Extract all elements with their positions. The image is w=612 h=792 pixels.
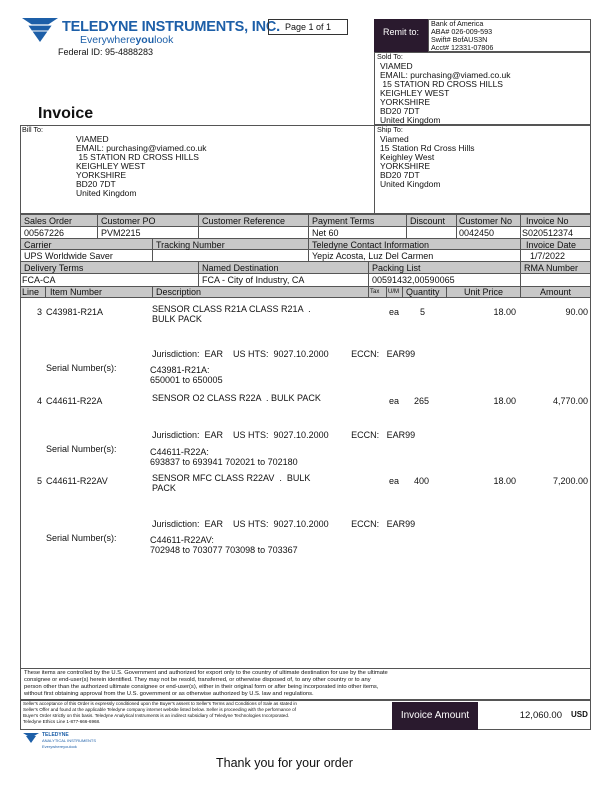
order-value-cell: PVM2215 [101, 228, 141, 238]
delivery-value-cell: FCA - City of Industry, CA [202, 275, 305, 285]
ship-to-line: BD20 7DT [380, 170, 420, 180]
delivery-header-cell: Packing List [372, 263, 421, 273]
item-description: SENSOR CLASS R21A CLASS R21A . [152, 304, 311, 314]
item-unit-price: 18.00 [493, 476, 516, 486]
order-value-cell: 0042450 [459, 228, 495, 238]
delivery-value-cell: 00591432,00590065 [372, 275, 455, 285]
serial-number-item: C44611-R22AV: [150, 535, 214, 545]
item-unit-price: 18.00 [493, 396, 516, 406]
order-header-cell: Customer PO [101, 216, 156, 226]
item-description: SENSOR O2 CLASS R22A . BULK PACK [152, 393, 321, 403]
thank-you-message: Thank you for your order [216, 756, 353, 770]
delivery-header-cell: Named Destination [202, 263, 279, 273]
line-header-cell: Line [22, 287, 40, 297]
delivery-header-cell: Delivery Terms [24, 263, 84, 273]
page-indicator [268, 19, 348, 35]
line-header-cell: Amount [540, 287, 572, 297]
line-header-cell: Description [156, 287, 202, 297]
delivery-header-cell: RMA Number [524, 263, 579, 273]
teledyne-small-logo-icon [22, 732, 40, 744]
company-name: TELEDYNE INSTRUMENTS, INC. [62, 19, 280, 35]
sold-to-line: 15 STATION RD CROSS HILLS [380, 79, 503, 89]
delivery-value-cell: FCA-CA [22, 275, 56, 285]
export-notice-line: without first obtaining approval from the U.S. government or as otherwise authorized by U.S. law and regulations. [24, 691, 314, 697]
item-description: BULK PACK [152, 314, 202, 324]
bill-to-line: 15 STATION RD CROSS HILLS [76, 152, 199, 162]
order-value-cell: Net 60 [312, 228, 339, 238]
item-description: SENSOR MFC CLASS R22AV . BULK [152, 473, 311, 483]
bill-to-line: KEIGHLEY WEST [76, 161, 146, 171]
small-logo-text: Everywhereyoulook [42, 744, 77, 749]
carrier-value-cell: 1/7/2022 [530, 251, 566, 261]
carrier-value-cell: Yepiz Acosta, Luz Del Carmen [312, 251, 434, 261]
ship-to-label: Ship To: [377, 125, 403, 134]
invoice-amount-label: Invoice Amount [400, 710, 470, 721]
sold-to-line: United Kingdom [380, 115, 441, 125]
item-export-jurisdiction: Jurisdiction: EAR US HTS: 9027.10.2000 ECCN: EAR99 [152, 430, 416, 440]
item-quantity: 5 [420, 307, 426, 317]
item-line-number: 5 [37, 476, 43, 486]
ship-to-line: 15 Station Rd Cross Hills [380, 143, 475, 153]
item-um: ea [389, 307, 400, 317]
serial-number-range: 702948 to 703077 703098 to 703367 [150, 545, 298, 555]
federal-id: Federal ID: 95-4888283 [58, 47, 154, 57]
item-quantity: 265 [414, 396, 430, 406]
item-description: PACK [152, 483, 176, 493]
bill-to-line: YORKSHIRE [76, 170, 127, 180]
ship-to-line: United Kingdom [380, 179, 441, 189]
bill-to-line: United Kingdom [76, 188, 137, 198]
remit-line: Swift# BofAUS3N [431, 35, 488, 44]
invoice-currency: USD [571, 710, 588, 719]
carrier-header-cell: Teledyne Contact Information [312, 240, 430, 250]
tagline [80, 34, 173, 46]
remit-line: Bank of America [431, 19, 484, 28]
line-header-cell: Quantity [406, 287, 440, 297]
item-amount: 90.00 [565, 307, 588, 317]
remit-line: ABA# 026-009-593 [431, 27, 493, 36]
line-header-cell: Unit Price [464, 287, 504, 297]
item-amount: 7,200.00 [552, 476, 588, 486]
export-notice-line: person other than the authorized ultimate consignee or end-user(s), either in their original form or after being incorporated into other items, [24, 684, 379, 690]
line-header-cell: Tax [370, 289, 380, 295]
item-line-number: 4 [37, 396, 43, 406]
terms-notice-line: Seller's Offer and found at the applicable Teledyne company internet website listed below. Seller is proceeding with the performance of [23, 707, 296, 712]
document-title: Invoice [38, 105, 94, 122]
order-header-cell: Sales Order [24, 216, 73, 226]
line-header-cell: U/M [388, 289, 399, 295]
carrier-header-cell: Invoice Date [526, 240, 577, 250]
carrier-header-cell: Tracking Number [156, 240, 225, 250]
small-logo-text: ANALYTICAL INSTRUMENTS [42, 738, 97, 743]
bill-to-line: BD20 7DT [76, 179, 116, 189]
bill-to-line: EMAIL: purchasing@viamed.co.uk [76, 143, 207, 153]
page-indicator-text: Page 1 of 1 [284, 22, 332, 32]
item-unit-price: 18.00 [493, 307, 516, 317]
sold-to-line: VIAMED [380, 61, 413, 71]
order-header-cell: Discount [410, 216, 446, 226]
terms-notice-line: Buyer's Order strictly on this basis. Teledyne Analytical Instruments is an indirect subsidiary of Teledyne Technologies Incorporated. [23, 713, 290, 718]
item-amount: 4,770.00 [552, 396, 588, 406]
invoice-amount-label-box [392, 702, 478, 730]
serial-number-item: C43981-R21A: [150, 365, 210, 375]
sold-to-line: YORKSHIRE [380, 97, 431, 107]
item-export-jurisdiction: Jurisdiction: EAR US HTS: 9027.10.2000 ECCN: EAR99 [152, 349, 416, 359]
terms-notice-line: Seller's acceptance of this Order is expressly conditioned upon the Buyer's assent to Seller's Terms and Conditions of Sale as stated in [23, 701, 297, 706]
item-number: C44611-R22AV [46, 476, 108, 486]
remit-label: Remit to: [382, 27, 419, 37]
sold-to-label: Sold To: [377, 52, 403, 61]
serial-number-range: 650001 to 650005 [150, 375, 223, 385]
sold-to-line: EMAIL: purchasing@viamed.co.uk [380, 70, 511, 80]
item-export-jurisdiction: Jurisdiction: EAR US HTS: 9027.10.2000 ECCN: EAR99 [152, 519, 416, 529]
sold-to-line: KEIGHLEY WEST [380, 88, 450, 98]
ship-to-line: Keighley West [380, 152, 435, 162]
serial-number-label: Serial Number(s): [46, 444, 117, 454]
teledyne-logo-icon [20, 17, 60, 43]
serial-number-label: Serial Number(s): [46, 533, 117, 543]
order-header-cell: Customer No [459, 216, 513, 226]
serial-number-range: 693837 to 693941 702021 to 702180 [150, 457, 298, 467]
tagline-part-1: Everywhere [80, 34, 136, 46]
item-um: ea [389, 396, 400, 406]
ship-to-line: YORKSHIRE [380, 161, 431, 171]
serial-number-label: Serial Number(s): [46, 363, 117, 373]
carrier-value-cell: UPS Worldwide Saver [24, 251, 113, 261]
line-header-cell: Item Number [50, 287, 103, 297]
sold-to-line: BD20 7DT [380, 106, 420, 116]
tagline-part-2: you [135, 34, 155, 46]
order-value-cell: S020512374 [522, 228, 574, 238]
carrier-header-cell: Carrier [24, 240, 52, 250]
item-line-number: 3 [37, 307, 43, 317]
export-notice-line: consignee or end-user(s) herein identified. They may not be resold, transferred, or otherwise disposed of, to any other country or to any [24, 677, 371, 683]
serial-number-item: C44611-R22A: [150, 447, 209, 457]
invoice-total-amount: 12,060.00 [519, 710, 562, 721]
order-header-cell: Customer Reference [202, 216, 286, 226]
tagline-part-3: look [154, 34, 174, 46]
item-number: C43981-R21A [46, 307, 104, 317]
item-number: C44611-R22A [46, 396, 103, 406]
remit-label-box [374, 19, 428, 52]
ship-to-line: Viamed [380, 134, 409, 144]
order-header-cell: Payment Terms [312, 216, 375, 226]
small-logo-text: TELEDYNE [42, 732, 69, 738]
item-um: ea [389, 476, 400, 486]
order-value-cell: 00567226 [24, 228, 65, 238]
terms-notice-line: Teledyne Ethics Line 1-877-666-6968. [23, 719, 101, 724]
order-header-cell: Invoice No [526, 216, 569, 226]
export-notice-line: These items are controlled by the U.S. Government and authorized for export only to the country of ultimate destination for use by the ultimate [24, 670, 388, 676]
bill-to-label: Bill To: [22, 125, 44, 134]
remit-line: Acct# 12331-07806 [431, 43, 494, 52]
bill-to-line: VIAMED [76, 134, 109, 144]
item-quantity: 400 [414, 476, 430, 486]
